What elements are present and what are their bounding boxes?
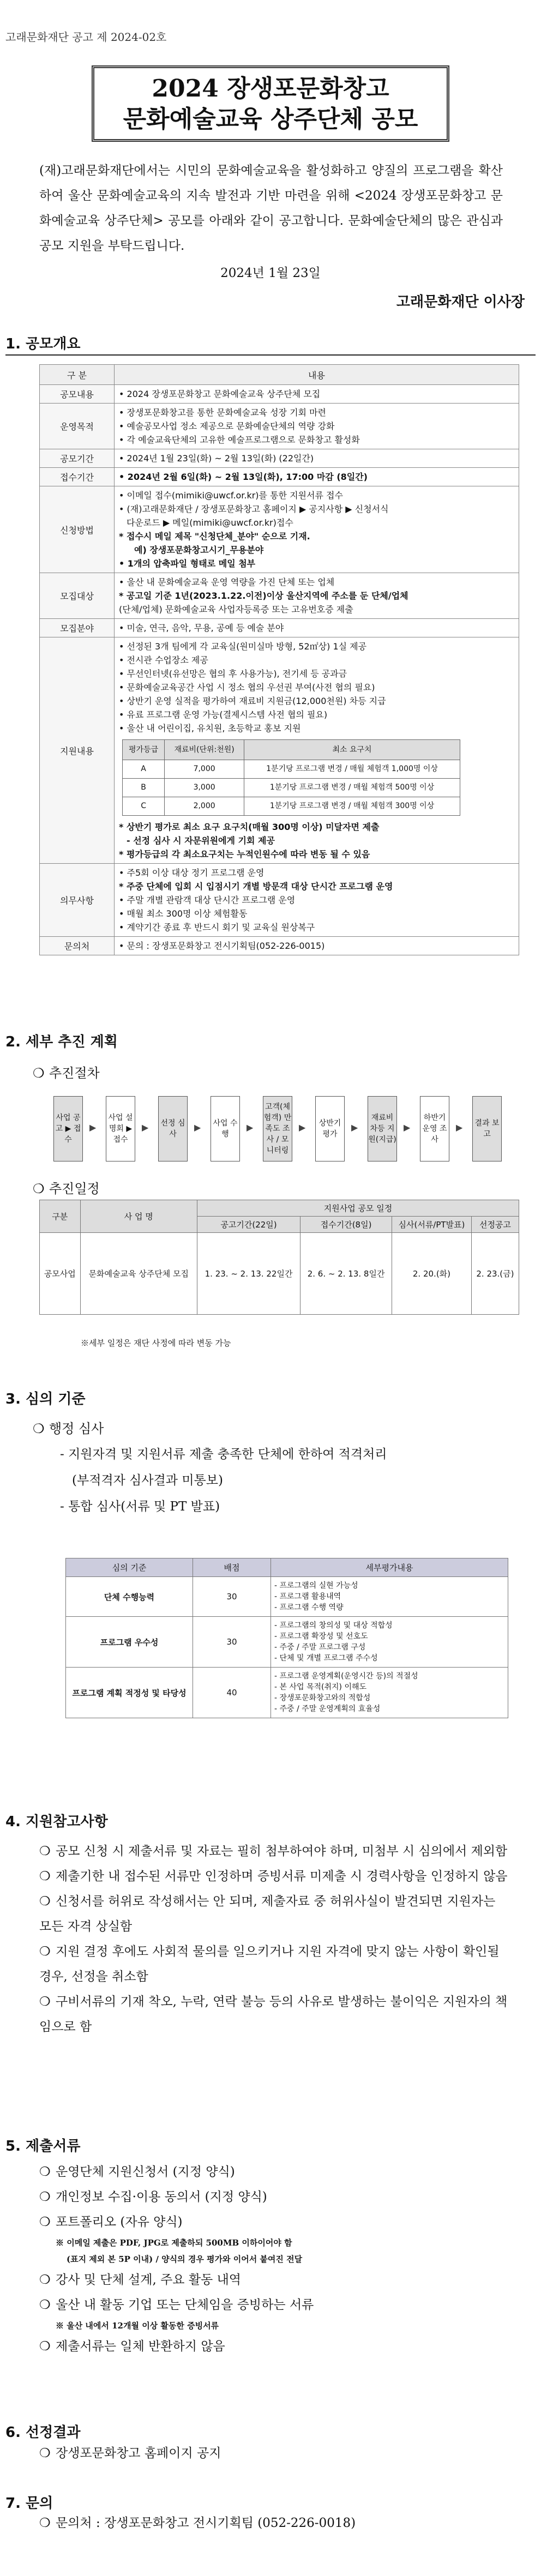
grade-cell: C bbox=[123, 797, 165, 816]
flow-step: 선정 심사 bbox=[158, 1096, 188, 1161]
row-line: * 접수시 메일 제목 "신청단체_분야" 순으로 기재. bbox=[119, 531, 310, 541]
grade-row bbox=[123, 797, 460, 816]
list-item: ❍ 포트폴리오 (자유 양식) bbox=[39, 2215, 183, 2229]
list-item-text: 제출기한 내 접수된 서류만 인정하며 증빙서류 미제출 시 경력사항을 인정하지 않음 bbox=[56, 1869, 508, 1883]
row-line: • 유료 프로그램 운영 가능(결제시스템 사전 협의 필요) bbox=[119, 709, 328, 720]
schedule-note: ※세부 일정은 재단 사정에 따라 변동 가능 bbox=[81, 1338, 231, 1348]
subheading-text: 추진일정 bbox=[49, 1181, 100, 1196]
flow-arrow-icon: ▶ bbox=[194, 1122, 201, 1133]
row-line: • 주5회 이상 대상 정기 프로그램 운영 bbox=[119, 868, 265, 878]
table-row bbox=[40, 404, 519, 449]
grade-req: 1분기당 프로그램 변경 / 매월 체험객 1,000명 이상 bbox=[244, 760, 460, 779]
criterion-item: - 주중 / 주말 운영계획의 효율성 bbox=[274, 1705, 381, 1713]
table-row bbox=[40, 864, 519, 937]
list-item-text: 신청서를 허위로 작성해서는 안 되며, 제출자료 중 허위사실이 발견되면 지원자는 모든 자격 상실함 bbox=[39, 1894, 496, 1934]
row-label: 모집분야 bbox=[40, 619, 115, 637]
row-line: • 무선인터넷(유선망은 협의 후 사용가능), 전기세 등 공과금 bbox=[119, 669, 347, 679]
section-title-result: 6. 선정결과 bbox=[5, 2424, 81, 2441]
row-line: • 예술공모사업 정소 제공으로 문화예술단체의 역량 강화 bbox=[119, 421, 335, 431]
list-item: ❍ 울산 내 활동 기업 또는 단체임을 증빙하는 서류 bbox=[39, 2298, 314, 2312]
row-line: • 선정된 3개 팀에게 각 교육실(원미실마 방형, 52㎡상) 1실 제공 bbox=[119, 641, 367, 652]
criterion-item: - 프로그램 활용내역 bbox=[274, 1592, 341, 1601]
criterion-item: - 본 사업 목적(취지) 이해도 bbox=[274, 1683, 367, 1692]
flow-step: 하반기 운영 조사 bbox=[420, 1096, 449, 1161]
row-content bbox=[115, 573, 519, 619]
schedule-cell: 2. 23.(금) bbox=[471, 1233, 519, 1315]
list-item-text: 지원 결정 후에도 사회적 물의를 일으키거나 지원 자격에 맞지 않는 사항이 확인될 경우, 선정을 취소함 bbox=[39, 1945, 500, 1984]
section-title-reference: 4. 지원참고사항 bbox=[5, 1814, 108, 1830]
criterion: 프로그램 우수성 bbox=[66, 1617, 193, 1668]
table-row bbox=[40, 937, 519, 955]
row-line: • 미술, 연극, 음악, 무용, 공예 등 예술 분야 bbox=[119, 623, 284, 633]
row-line: • 2024년 1월 23일(화) ~ 2월 13일(화) (22일간) bbox=[119, 453, 314, 464]
list-item-text: 개인정보 수집·이용 동의서 (지정 양식) bbox=[56, 2190, 267, 2204]
criterion-item: - 프로그램의 실현 가능성 bbox=[274, 1581, 358, 1590]
grade-col-header: 최소 요구치 bbox=[244, 740, 460, 760]
section-title-plan: 2. 세부 추진 계획 bbox=[5, 1034, 118, 1050]
row-line: • 주말 개별 관람객 대상 단시간 프로그램 운영 bbox=[119, 895, 296, 905]
section-divider bbox=[5, 354, 536, 356]
row-content bbox=[115, 864, 519, 937]
list-item: ❍ 지원 결정 후에도 사회적 물의를 일으키거나 지원 자격에 맞지 않는 사항이 확인될 경우, 선정을 취소함 bbox=[39, 1945, 500, 1984]
row-line: • 상반기 운영 실적을 평가하여 재료비 지원금(12,000천원) 차등 지급 bbox=[119, 696, 386, 706]
grade-req: 1분기당 프로그램 변경 / 매월 체험객 500명 이상 bbox=[244, 779, 460, 797]
row-line: • 계약기간 종료 후 반드시 회기 및 교육실 원상복구 bbox=[119, 922, 315, 932]
table-row bbox=[40, 1233, 519, 1315]
overview-table bbox=[39, 364, 519, 955]
row-label: 문의처 bbox=[40, 937, 115, 955]
list-item-text: 공모 신청 시 제출서류 및 자료는 필히 첨부하여야 하며, 미첨부 시 심의에서 제외함 bbox=[56, 1844, 508, 1858]
criteria-col-header: 세부평가내용 bbox=[271, 1558, 508, 1577]
row-label: 공모내용 bbox=[40, 385, 115, 404]
table-row bbox=[40, 486, 519, 573]
reference-list bbox=[39, 1839, 508, 2039]
row-label: 공모기간 bbox=[40, 449, 115, 468]
criterion-items bbox=[271, 1668, 508, 1718]
schedule-cell: 2. 20.(화) bbox=[392, 1233, 472, 1315]
flow-step: 고객(체험객) 만족도 조사 / 모니터링 bbox=[263, 1096, 292, 1161]
table-row bbox=[40, 619, 519, 637]
list-item-text: 울산 내 활동 기업 또는 단체임을 증빙하는 서류 bbox=[56, 2298, 314, 2312]
row-content bbox=[115, 486, 519, 573]
table-row bbox=[66, 1668, 508, 1718]
table-row bbox=[40, 449, 519, 468]
support-note: * 상반기 평가로 최소 요구 요구치(매월 300명 이상) 미달자면 제출 bbox=[119, 822, 380, 832]
score: 30 bbox=[193, 1617, 271, 1668]
row-line: • 전시관 수업장소 제공 bbox=[119, 655, 208, 665]
signer: 고래문화재단 이사장 bbox=[396, 294, 525, 310]
row-content bbox=[115, 449, 519, 468]
grade-row bbox=[123, 760, 460, 779]
row-line: • 이메일 접수(mimiki@uwcf.or.kr)를 통한 지원서류 접수 bbox=[119, 490, 343, 501]
row-label: 모집대상 bbox=[40, 573, 115, 619]
row-label: 운영목적 bbox=[40, 404, 115, 449]
schedule-cell: 1. 23. ~ 2. 13. 22일간 bbox=[197, 1233, 300, 1315]
documents-list bbox=[39, 2159, 508, 2359]
grade-amount: 7,000 bbox=[165, 760, 244, 779]
row-label: 신청방법 bbox=[40, 486, 115, 573]
row-line: • 장생포문화창고를 통한 문화예술교육 성장 기회 마련 bbox=[119, 407, 326, 418]
criterion-item: - 프로그램의 창의성 및 대상 적합성 bbox=[274, 1621, 393, 1630]
row-line: • 2024 장생포문화창고 문화예술교육 상주단체 모집 bbox=[119, 389, 321, 399]
row-content bbox=[115, 937, 519, 955]
contact-text: 문의처 : 장생포문화창고 전시기획팀 (052-226-0018) bbox=[56, 2516, 356, 2530]
row-line: • 1개의 압축파일 형태로 메일 첨부 bbox=[119, 558, 256, 569]
criteria-col-header: 배점 bbox=[193, 1558, 271, 1577]
criterion-items bbox=[271, 1617, 508, 1668]
section-title-overview: 1. 공모개요 bbox=[5, 336, 81, 352]
list-item: ❍ 개인정보 수집·이용 동의서 (지정 양식) bbox=[39, 2190, 267, 2204]
score: 30 bbox=[193, 1577, 271, 1617]
subheading-text: 행정 심사 bbox=[49, 1421, 104, 1436]
row-line: 예) 장생포문화창고시기_무용분야 bbox=[134, 545, 264, 555]
review-line: - 통합 심사(서류 및 PT 발표) bbox=[60, 1500, 220, 1514]
contact-line: ❍ 문의처 : 장생포문화창고 전시기획팀 (052-226-0018) bbox=[39, 2516, 356, 2530]
subheading-procedure: ❍ 추진절차 bbox=[33, 1066, 100, 1081]
support-note: * 평가등급의 각 최소요구치는 누적인원수에 따라 변동 될 수 있음 bbox=[119, 849, 370, 859]
criterion-item: - 장생포문화창고와의 적합성 bbox=[274, 1694, 371, 1702]
row-line: • 문의 : 장생포문화창고 전시기획팀(052-226-0015) bbox=[119, 941, 325, 951]
flow-step: 재료비 차등 지원(지급) bbox=[368, 1096, 397, 1161]
row-line: * 공고일 기준 1년(2023.1.22.이전)이상 울산지역에 주소를 둔 단체/업체 bbox=[119, 591, 408, 601]
grade-amount: 3,000 bbox=[165, 779, 244, 797]
col-header-label: 구 분 bbox=[40, 365, 115, 385]
table-row bbox=[40, 573, 519, 619]
title-box bbox=[92, 65, 449, 142]
grade-col-header: 재료비(단위:천원) bbox=[165, 740, 244, 760]
list-item: ❍ 제출서류는 일체 반환하지 않음 bbox=[39, 2339, 225, 2354]
criteria-col-header: 심의 기준 bbox=[66, 1558, 193, 1577]
flow-arrow-icon: ▶ bbox=[351, 1122, 358, 1133]
row-line: • 울산 내 문화예술교육 운영 역량을 가진 단체 또는 업체 bbox=[119, 577, 335, 587]
flow-arrow-icon: ▶ bbox=[456, 1122, 463, 1133]
subheading-schedule: ❍ 추진일정 bbox=[33, 1181, 100, 1196]
list-item: ❍ 강사 및 단체 설계, 주요 활동 내역 bbox=[39, 2273, 242, 2287]
title-line-2: 문화예술교육 상주단체 공모 bbox=[123, 105, 418, 133]
row-content bbox=[115, 385, 519, 404]
grade-cell: B bbox=[123, 779, 165, 797]
criterion-item: - 프로그램 운영계획(운영시간 등)의 적절성 bbox=[274, 1672, 418, 1681]
grade-row bbox=[123, 779, 460, 797]
list-item-text: 구비서류의 기재 착오, 누락, 연락 불능 등의 사유로 발생하는 불이익은 지원자의 책임으로 함 bbox=[39, 1995, 508, 2034]
criteria-table bbox=[65, 1558, 508, 1718]
criterion-item: - 주중 / 주말 프로그램 구성 bbox=[274, 1643, 366, 1652]
review-line: - 지원자격 및 지원서류 제출 충족한 단체에 한하여 적격처리 bbox=[60, 1447, 387, 1461]
row-line: 다운로드 ▶ 메일(mimiki@uwcf.or.kr)접수 bbox=[127, 517, 293, 528]
criterion: 단체 수행능력 bbox=[66, 1577, 193, 1617]
row-line: • 울산 내 어린이집, 유치원, 초등학교 홍보 지원 bbox=[119, 723, 301, 733]
schedule-col-header: 접수기간(8일) bbox=[300, 1217, 392, 1233]
table-header-row bbox=[40, 365, 519, 385]
grade-req: 1분기당 프로그램 변경 / 매월 체험객 300명 이상 bbox=[244, 797, 460, 816]
grade-col-header: 평가등급 bbox=[123, 740, 165, 760]
schedule-cell: 2. 6. ~ 2. 13. 8일간 bbox=[300, 1233, 392, 1315]
list-item: ❍ 운영단체 지원신청서 (지정 양식) bbox=[39, 2165, 235, 2179]
doc-note: (표지 제외 본 5P 이내) / 양식의 경우 평가와 이어서 붙여진 전달 bbox=[67, 2254, 303, 2264]
doc-note: ※ 이메일 제출은 PDF, JPG로 제출하되 500MB 이하이어야 함 bbox=[56, 2238, 292, 2248]
flow-step: 사업 공고 ▶ 접수 bbox=[53, 1096, 83, 1161]
list-item: ❍ 제출기한 내 접수된 서류만 인정하며 증빙서류 미제출 시 경력사항을 인정하지 않음 bbox=[39, 1869, 508, 1883]
table-row bbox=[40, 637, 519, 864]
procedure-flow bbox=[53, 1096, 533, 1167]
result-line: ❍ 장생포문화창고 홈페이지 공지 bbox=[39, 2446, 221, 2460]
schedule-col-header: 지원사업 공모 일정 bbox=[197, 1200, 519, 1217]
list-item-text: 운영단체 지원신청서 (지정 양식) bbox=[56, 2165, 235, 2179]
intro-paragraph: (재)고래문화재단에서는 시민의 문화예술교육을 활성화하고 양질의 프로그램을 확산하여 울산 문화예술교육의 지속 발전과 기반 마련을 위해 <2024 장생포문화창고 문화예술교육 상주단체> 공모를 아래와 같이 공고합니다. 문화예술단체의 많은 관심과 공모 지원을 부탁드립니다. bbox=[39, 164, 503, 253]
schedule-cell: 문화예술교육 상주단체 모집 bbox=[80, 1233, 197, 1315]
row-content bbox=[115, 468, 519, 486]
table-row bbox=[66, 1617, 508, 1668]
flow-step: 상반기 평가 bbox=[315, 1096, 345, 1161]
flow-arrow-icon: ▶ bbox=[142, 1122, 149, 1133]
schedule-cell: 공모사업 bbox=[40, 1233, 81, 1315]
row-line: • 2024년 2월 6일(화) ~ 2월 13일(화), 17:00 마감 (8일간) bbox=[119, 472, 368, 482]
list-item: ❍ 신청서를 허위로 작성해서는 안 되며, 제출자료 중 허위사실이 발견되면 지원자는 모든 자격 상실함 bbox=[39, 1894, 496, 1934]
flow-arrow-icon: ▶ bbox=[404, 1122, 411, 1133]
col-header-content: 내용 bbox=[115, 365, 519, 385]
row-line: (단체/업체) 문화예술교육 사업자등록증 또는 고유번호증 제출 bbox=[119, 604, 353, 615]
grade-amount: 2,000 bbox=[165, 797, 244, 816]
criterion-items bbox=[271, 1577, 508, 1617]
subheading-text: 추진절차 bbox=[49, 1066, 100, 1081]
subheading-admin: ❍ 행정 심사 bbox=[33, 1421, 104, 1436]
flow-arrow-icon: ▶ bbox=[247, 1122, 254, 1133]
flow-arrow-icon: ▶ bbox=[299, 1122, 306, 1133]
row-line: • (재)고래문화재단 / 장생포문화창고 홈페이지 ▶ 공지사항 ▶ 신청서식 bbox=[119, 504, 389, 514]
flow-step: 사업 수행 bbox=[211, 1096, 240, 1161]
review-line: (부적격자 심사결과 미통보) bbox=[72, 1473, 223, 1488]
support-note: - 선정 심사 시 자문위원에게 기회 제공 bbox=[127, 835, 275, 846]
schedule-col-header: 심사(서류/PT발표) bbox=[392, 1217, 472, 1233]
table-row bbox=[66, 1577, 508, 1617]
criterion-item: - 프로그램 확장성 및 선호도 bbox=[274, 1632, 368, 1641]
list-item: ❍ 구비서류의 기재 착오, 누락, 연락 불능 등의 사유로 발생하는 불이익은 지원자의 책임으로 함 bbox=[39, 1995, 508, 2034]
notice-date: 2024년 1월 23일 bbox=[220, 266, 321, 280]
row-content bbox=[115, 637, 519, 864]
grade-table bbox=[122, 739, 460, 816]
grade-cell: A bbox=[123, 760, 165, 779]
title-line-1: 2024 장생포문화창고 bbox=[152, 75, 389, 103]
criterion-item: - 단체 및 개별 프로그램 주수성 bbox=[274, 1654, 378, 1663]
schedule-col-header: 공고기간(22일) bbox=[197, 1217, 300, 1233]
table-row bbox=[40, 385, 519, 404]
row-content bbox=[115, 404, 519, 449]
criterion: 프로그램 계획 적정성 및 타당성 bbox=[66, 1668, 193, 1718]
flow-step: 사업 설명회 ▶ 접수 bbox=[106, 1096, 135, 1161]
list-item-text: 제출서류는 일체 반환하지 않음 bbox=[56, 2339, 225, 2354]
section-title-review: 3. 심의 기준 bbox=[5, 1391, 86, 1407]
table-row bbox=[40, 468, 519, 486]
flow-step: 결과 보고 bbox=[472, 1096, 502, 1161]
schedule-col-header: 사 업 명 bbox=[80, 1200, 197, 1233]
notice-number: 고래문화재단 공고 제 2024-02호 bbox=[5, 31, 167, 44]
list-item-text: 포트폴리오 (자유 양식) bbox=[56, 2215, 183, 2229]
row-label: 지원내용 bbox=[40, 637, 115, 864]
schedule-table bbox=[39, 1200, 519, 1315]
row-content bbox=[115, 619, 519, 637]
section-title-contact: 7. 문의 bbox=[5, 2495, 53, 2512]
score: 40 bbox=[193, 1668, 271, 1718]
schedule-col-header: 선정공고 bbox=[471, 1217, 519, 1233]
list-item: ❍ 공모 신청 시 제출서류 및 자료는 필히 첨부하여야 하며, 미첨부 시 심의에서 제외함 bbox=[39, 1844, 508, 1858]
row-label: 접수기간 bbox=[40, 468, 115, 486]
list-item-text: 강사 및 단체 설계, 주요 활동 내역 bbox=[56, 2273, 242, 2287]
schedule-col-header: 구분 bbox=[40, 1200, 81, 1233]
row-line: • 각 예술교육단체의 고유한 예술프로그램으로 문화창고 활성화 bbox=[119, 435, 360, 445]
doc-note: ※ 울산 내에서 12개월 이상 활동한 증빙서류 bbox=[56, 2321, 219, 2331]
row-label: 의무사항 bbox=[40, 864, 115, 937]
criterion-item: - 프로그램 수행 역량 bbox=[274, 1603, 344, 1612]
row-line: • 매월 최소 300명 이상 체험활동 bbox=[119, 908, 248, 919]
flow-arrow-icon: ▶ bbox=[89, 1122, 97, 1133]
section-title-documents: 5. 제출서류 bbox=[5, 2138, 81, 2154]
row-line: • 문화예술교육공간 사업 시 정소 협의 우선권 부여(사전 협의 필요) bbox=[119, 682, 375, 693]
row-line: * 주중 단체에 입회 시 입점시기 개별 방문객 대상 단시간 프로그램 운영 bbox=[119, 881, 393, 892]
result-text: 장생포문화창고 홈페이지 공지 bbox=[56, 2446, 221, 2460]
